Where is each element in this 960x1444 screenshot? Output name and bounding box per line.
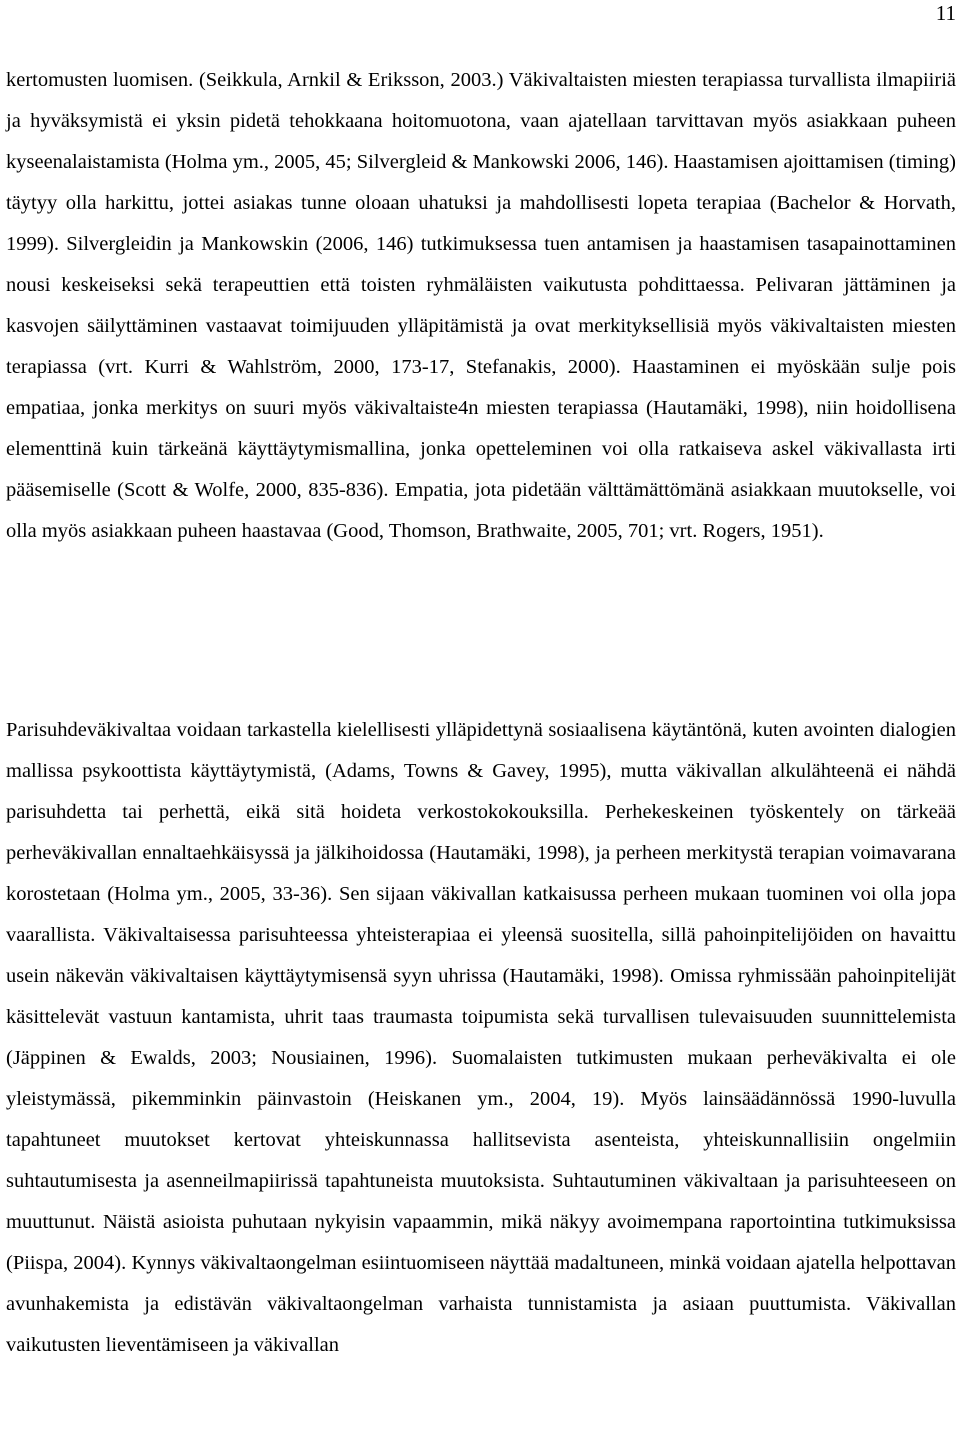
body-paragraph-2: Parisuhdeväkivaltaa voidaan tarkastella kielellisesti ylläpidettynä sosiaalisena käytäntönä, kuten avointen dialogien mallissa psykoottista käyttäytymistä, (Adams, Towns & Gavey, 1995), mutta väkivallan alkulähteenä ei nähdä parisuhdetta tai perhettä, eikä sitä hoideta verkostokokouksilla. Perhekeskeinen työskentely on tärkeää perheväkivallan ennaltaehkäisyssä ja jälkihoidossa (Hautamäki, 1998), ja perheen merkitystä terapian voimavarana korostetaan (Holma ym., 2005, 33-36). Sen sijaan väkivallan katkaisussa perheen mukaan tuominen voi olla jopa vaarallista. Väkivaltaisessa parisuhteessa yhteisterapiaa ei yleensä suositella, sillä pahoinpitelijöiden on havaittu usein näkevän väkivaltaisen käyttäytymisensä syyn uhrissa (Hautamäki, 1998). Omissa ryhmissään pahoinpitelijät käsittelevät vastuun kantamista, uhrit taas traumasta toipumista sekä turvallisen tulevaisuuden suunnittelemista (Jäppinen & Ewalds, 2003; Nousiainen, 1996). Suomalaisten tutkimusten mukaan perheväkivalta ei ole yleistymässä, pikemminkin päinvastoin (Heiskanen ym., 2004, 19). Myös lainsäädännössä 1990-luvulla tapahtuneet muutokset kertovat yhteiskunnassa hallitsevista asenteista, yhteiskunnallisiin ongelmiin suhtautumisesta ja asenneilmapiirissä tapahtuneista muutoksista. Suhtautuminen väkivaltaan ja parisuhteeseen on muuttunut. Näistä asioista puhutaan nykyisin vapaammin, mikä näkyy avoimempana raportointina tutkimuksissa (Piispa, 2004). Kynnys väkivaltaongelman esiintuomiseen näyttää madaltuneen, minkä voidaan ajatella helpottavan avunhakemista ja edistävän väkivaltaongelman varhaista tunnistamista ja asiaan puuttumista. Väkivallan vaikutusten lieventämiseen ja väkivallan <box>6 719 956 1356</box>
page-number: 11 <box>935 1 956 25</box>
body-paragraph-1: kertomusten luomisen. (Seikkula, Arnkil & Eriksson, 2003.) Väkivaltaisten miesten terapiassa turvallista ilmapiiriä ja hyväksymistä ei yksin pidetä tehokkaana hoitomuotona, vaan ajatellaan tarvittavan myös asiakkaan puheen kyseenalaistamista (Holma ym., 2005, 45; Silvergleid & Mankowski 2006, 146). Haastamisen ajoittamisen (timing) täytyy olla harkittu, jottei asiakas tunne oloaan uhatuksi ja mahdollisesti lopeta terapiaa (Bachelor & Horvath, 1999). Silvergleidin ja Mankowskin (2006, 146) tutkimuksessa tuen antamisen ja haastamisen tasapainottaminen nousi keskeiseksi sekä terapeuttien että toisten ryhmäläisten vaikutusta pohdittaessa. Pelivaran jättäminen ja kasvojen säilyttäminen vastaavat toimijuuden ylläpitämistä ja ovat merkityksellisiä myös väkivaltaisten miesten terapiassa (vrt. Kurri & Wahlström, 2000, 173-17, Stefanakis, 2000). Haastaminen ei myöskään sulje pois empatiaa, jonka merkitys on suuri myös väkivaltaiste4n miesten terapiassa (Hautamäki, 1998), niin hoidollisena elementtinä kuin tärkeänä käyttäytymismallina, jonka opetteleminen voi olla ratkaiseva askel väkivallasta irti pääsemiselle (Scott & Wolfe, 2000, 835-836). Empatia, jota pidetään välttämättömänä asiakkaan muutokselle, voi olla myös asiakkaan puheen haastavaa (Good, Thomson, Brathwaite, 2005, 701; vrt. Rogers, 1951). <box>6 69 956 542</box>
